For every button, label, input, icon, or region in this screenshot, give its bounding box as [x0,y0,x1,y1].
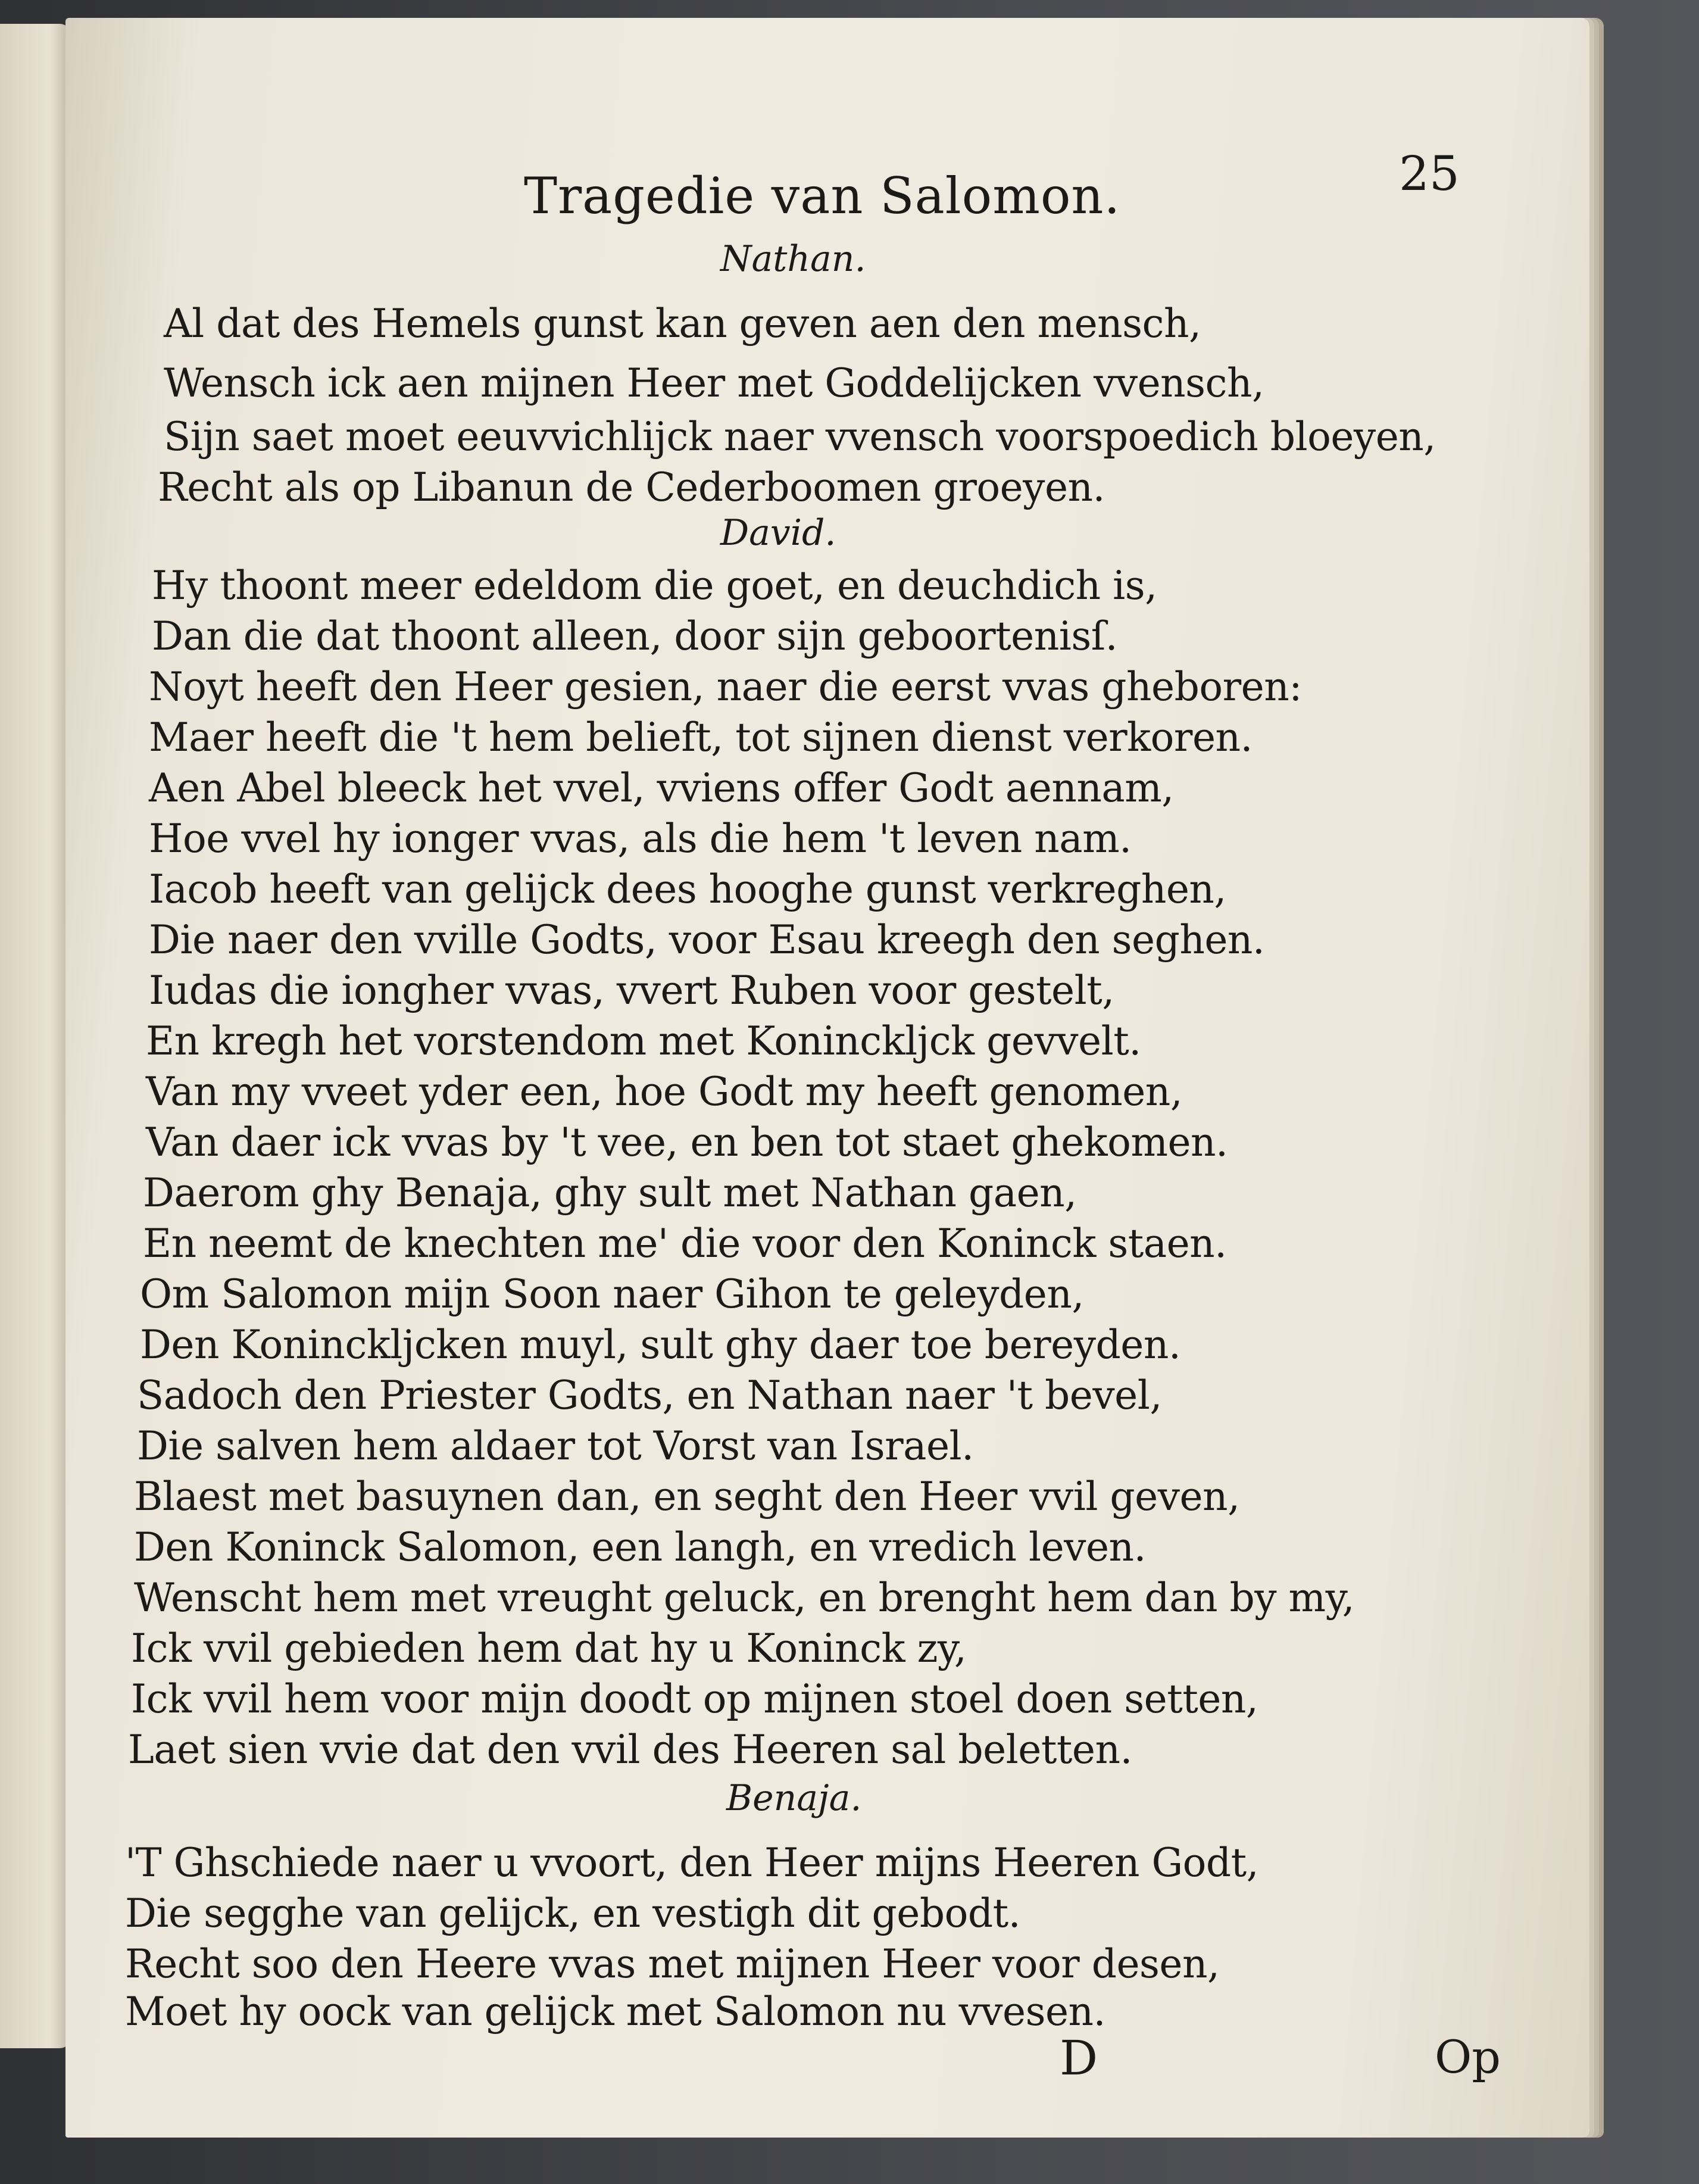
verse-line: Wensch ick aen mijnen Heer met Goddelijcken vvensch, [164,360,1264,406]
signature-mark: D [1060,2030,1098,2086]
verse-line: Van daer ick vvas by 't vee, en ben tot staet ghekomen. [146,1119,1228,1165]
verse-line: Noyt heeft den Heer gesien, naer die eerst vvas gheboren: [149,664,1302,710]
speaker-heading: Nathan. [720,238,866,280]
catchword: Op [1435,2030,1501,2083]
speaker-heading: David. [720,512,836,554]
verse-line: Recht soo den Heere vvas met mijnen Heer voor desen, [125,1941,1220,1987]
speaker-heading: Benaja. [726,1777,862,1819]
book-page [65,18,1589,2138]
verse-line: Sadoch den Priester Godts, en Nathan naer 't bevel, [137,1372,1162,1418]
verse-line: En neemt de knechten me' die voor den Koninck staen. [143,1221,1227,1266]
page-number: 25 [1399,146,1460,201]
verse-line: Iudas die iongher vvas, vvert Ruben voor gestelt, [149,968,1114,1013]
verse-line: En kregh het vorstendom met Koninckljck gevvelt. [146,1018,1141,1064]
verse-line: Al dat des Hemels gunst kan geven aen den mensch, [164,301,1201,347]
verse-line: Dan die dat thoont alleen, door sijn geboortenisſ. [152,613,1118,659]
verse-line: Ick vvil gebieden hem dat hy u Koninck zy, [131,1625,967,1671]
verse-line: Moet hy oock van gelijck met Salomon nu vvesen. [125,1989,1105,2035]
verse-line: Sijn saet moet eeuvvichlijck naer vvensch voorspoedich bloeyen, [164,414,1436,460]
verse-line: Om Salomon mijn Soon naer Gihon te geleyden, [140,1271,1084,1317]
verse-line: Van my vveet yder een, hoe Godt my heeft genomen, [146,1069,1183,1115]
verse-line: Iacob heeft van gelijck dees hooghe gunst verkreghen, [149,866,1226,912]
verse-line: Den Koninckljcken muyl, sult ghy daer toe bereyden. [140,1322,1181,1368]
verse-line: Die segghe van gelijck, en vestigh dit gebodt. [125,1890,1021,1936]
verse-line: Den Koninck Salomon, een langh, en vredich leven. [134,1524,1147,1570]
verse-line: Die salven hem aldaer tot Vorst van Israel. [137,1423,974,1469]
verse-line: Daerom ghy Benaja, ghy sult met Nathan gaen, [143,1170,1077,1216]
verse-line: Laet sien vvie dat den vvil des Heeren sal beletten. [128,1727,1132,1773]
verse-line: 'T Ghschiede naer u vvoort, den Heer mijns Heeren Godt, [125,1840,1259,1886]
verse-line: Recht als op Libanun de Cederboomen groeyen. [158,464,1105,510]
facing-page-edge [0,24,71,2048]
verse-line: Ick vvil hem voor mijn doodt op mijnen stoel doen setten, [131,1676,1258,1722]
verse-line: Blaest met basuynen dan, en seght den Heer vvil geven, [134,1474,1240,1520]
verse-line: Aen Abel bleeck het vvel, vviens offer Godt aennam, [149,765,1174,811]
verse-line: Wenscht hem met vreught geluck, en brenght hem dan by my, [134,1575,1355,1621]
running-head: Tragedie van Salomon. [524,167,1121,225]
verse-line: Die naer den vville Godts, voor Esau kreegh den seghen. [149,917,1265,963]
verse-line: Hy thoont meer edeldom die goet, en deuchdich is, [152,563,1157,609]
verse-line: Maer heeft die 't hem belieft, tot sijnen dienst verkoren. [149,715,1253,760]
verse-line: Hoe vvel hy ionger vvas, als die hem 't leven nam. [149,816,1132,862]
